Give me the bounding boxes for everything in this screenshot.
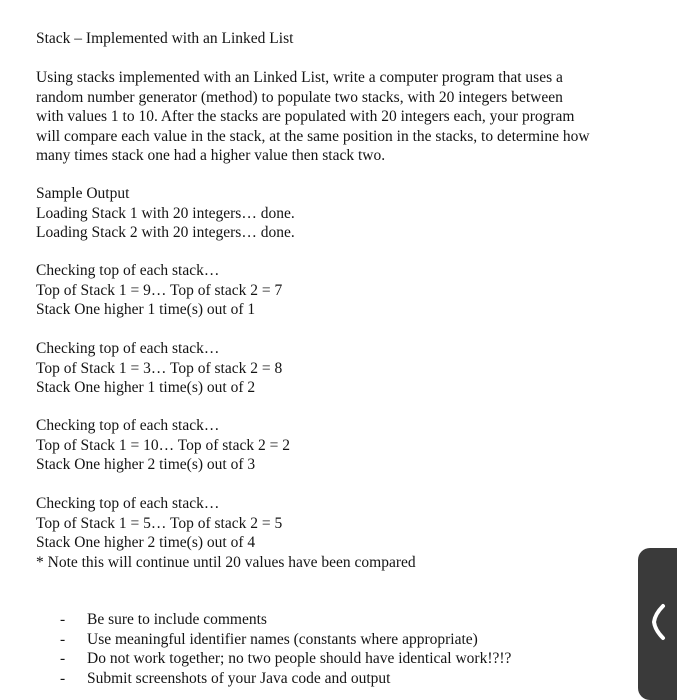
check-tops: Top of Stack 1 = 5… Top of stack 2 = 5 [36, 514, 283, 532]
bullet-marker: - [60, 650, 66, 667]
bullet-item: Use meaningful identifier names (constants where appropriate) [87, 630, 478, 648]
loading-line: Loading Stack 2 with 20 integers… done. [36, 224, 295, 241]
check-tops: Top of Stack 1 = 3… Top of stack 2 = 8 [36, 359, 283, 377]
paragraph-line: Using stacks implemented with an Linked List, write a computer program that uses a [36, 69, 563, 86]
check-result: Stack One higher 1 time(s) out of 2 [36, 379, 256, 396]
paragraph-line: with values 1 to 10. After the stacks are populated with 20 integers each, your program [36, 108, 575, 125]
document-title: Stack – Implemented with an Linked List [36, 30, 294, 47]
check-heading: Checking top of each stack… [36, 262, 220, 279]
check-tops: Top of Stack 1 = 10… Top of stack 2 = 2 [36, 436, 290, 454]
paragraph-line: many times stack one had a higher value then stack two. [36, 147, 386, 164]
check-tops: Top of Stack 1 = 9… Top of stack 2 = 7 [36, 281, 283, 299]
loading-line: Loading Stack 1 with 20 integers… done. [36, 204, 295, 222]
check-heading: Checking top of each stack… [36, 340, 220, 357]
bullet-item: Be sure to include comments [87, 611, 267, 628]
bullet-item: Submit screenshots of your Java code and output [87, 669, 391, 687]
bullet-marker: - [60, 611, 66, 628]
side-panel-toggle[interactable] [638, 548, 677, 700]
check-result: Stack One higher 1 time(s) out of 1 [36, 301, 256, 318]
bullet-item: Do not work together; no two people should have identical work!?!? [87, 650, 512, 667]
note-line: * Note this will continue until 20 values have been compared [36, 553, 416, 571]
check-heading: Checking top of each stack… [36, 495, 220, 512]
check-result: Stack One higher 2 time(s) out of 4 [36, 534, 256, 551]
bullet-marker: - [60, 630, 66, 648]
bullet-marker: - [60, 669, 66, 687]
check-heading: Checking top of each stack… [36, 417, 220, 434]
chevron-left-icon [649, 602, 667, 642]
paragraph-line: will compare each value in the stack, at the same position in the stacks, to determine how [36, 127, 590, 145]
check-result: Stack One higher 2 time(s) out of 3 [36, 456, 256, 473]
paragraph-line: random number generator (method) to populate two stacks, with 20 integers between [36, 88, 563, 106]
sample-output-heading: Sample Output [36, 185, 130, 202]
